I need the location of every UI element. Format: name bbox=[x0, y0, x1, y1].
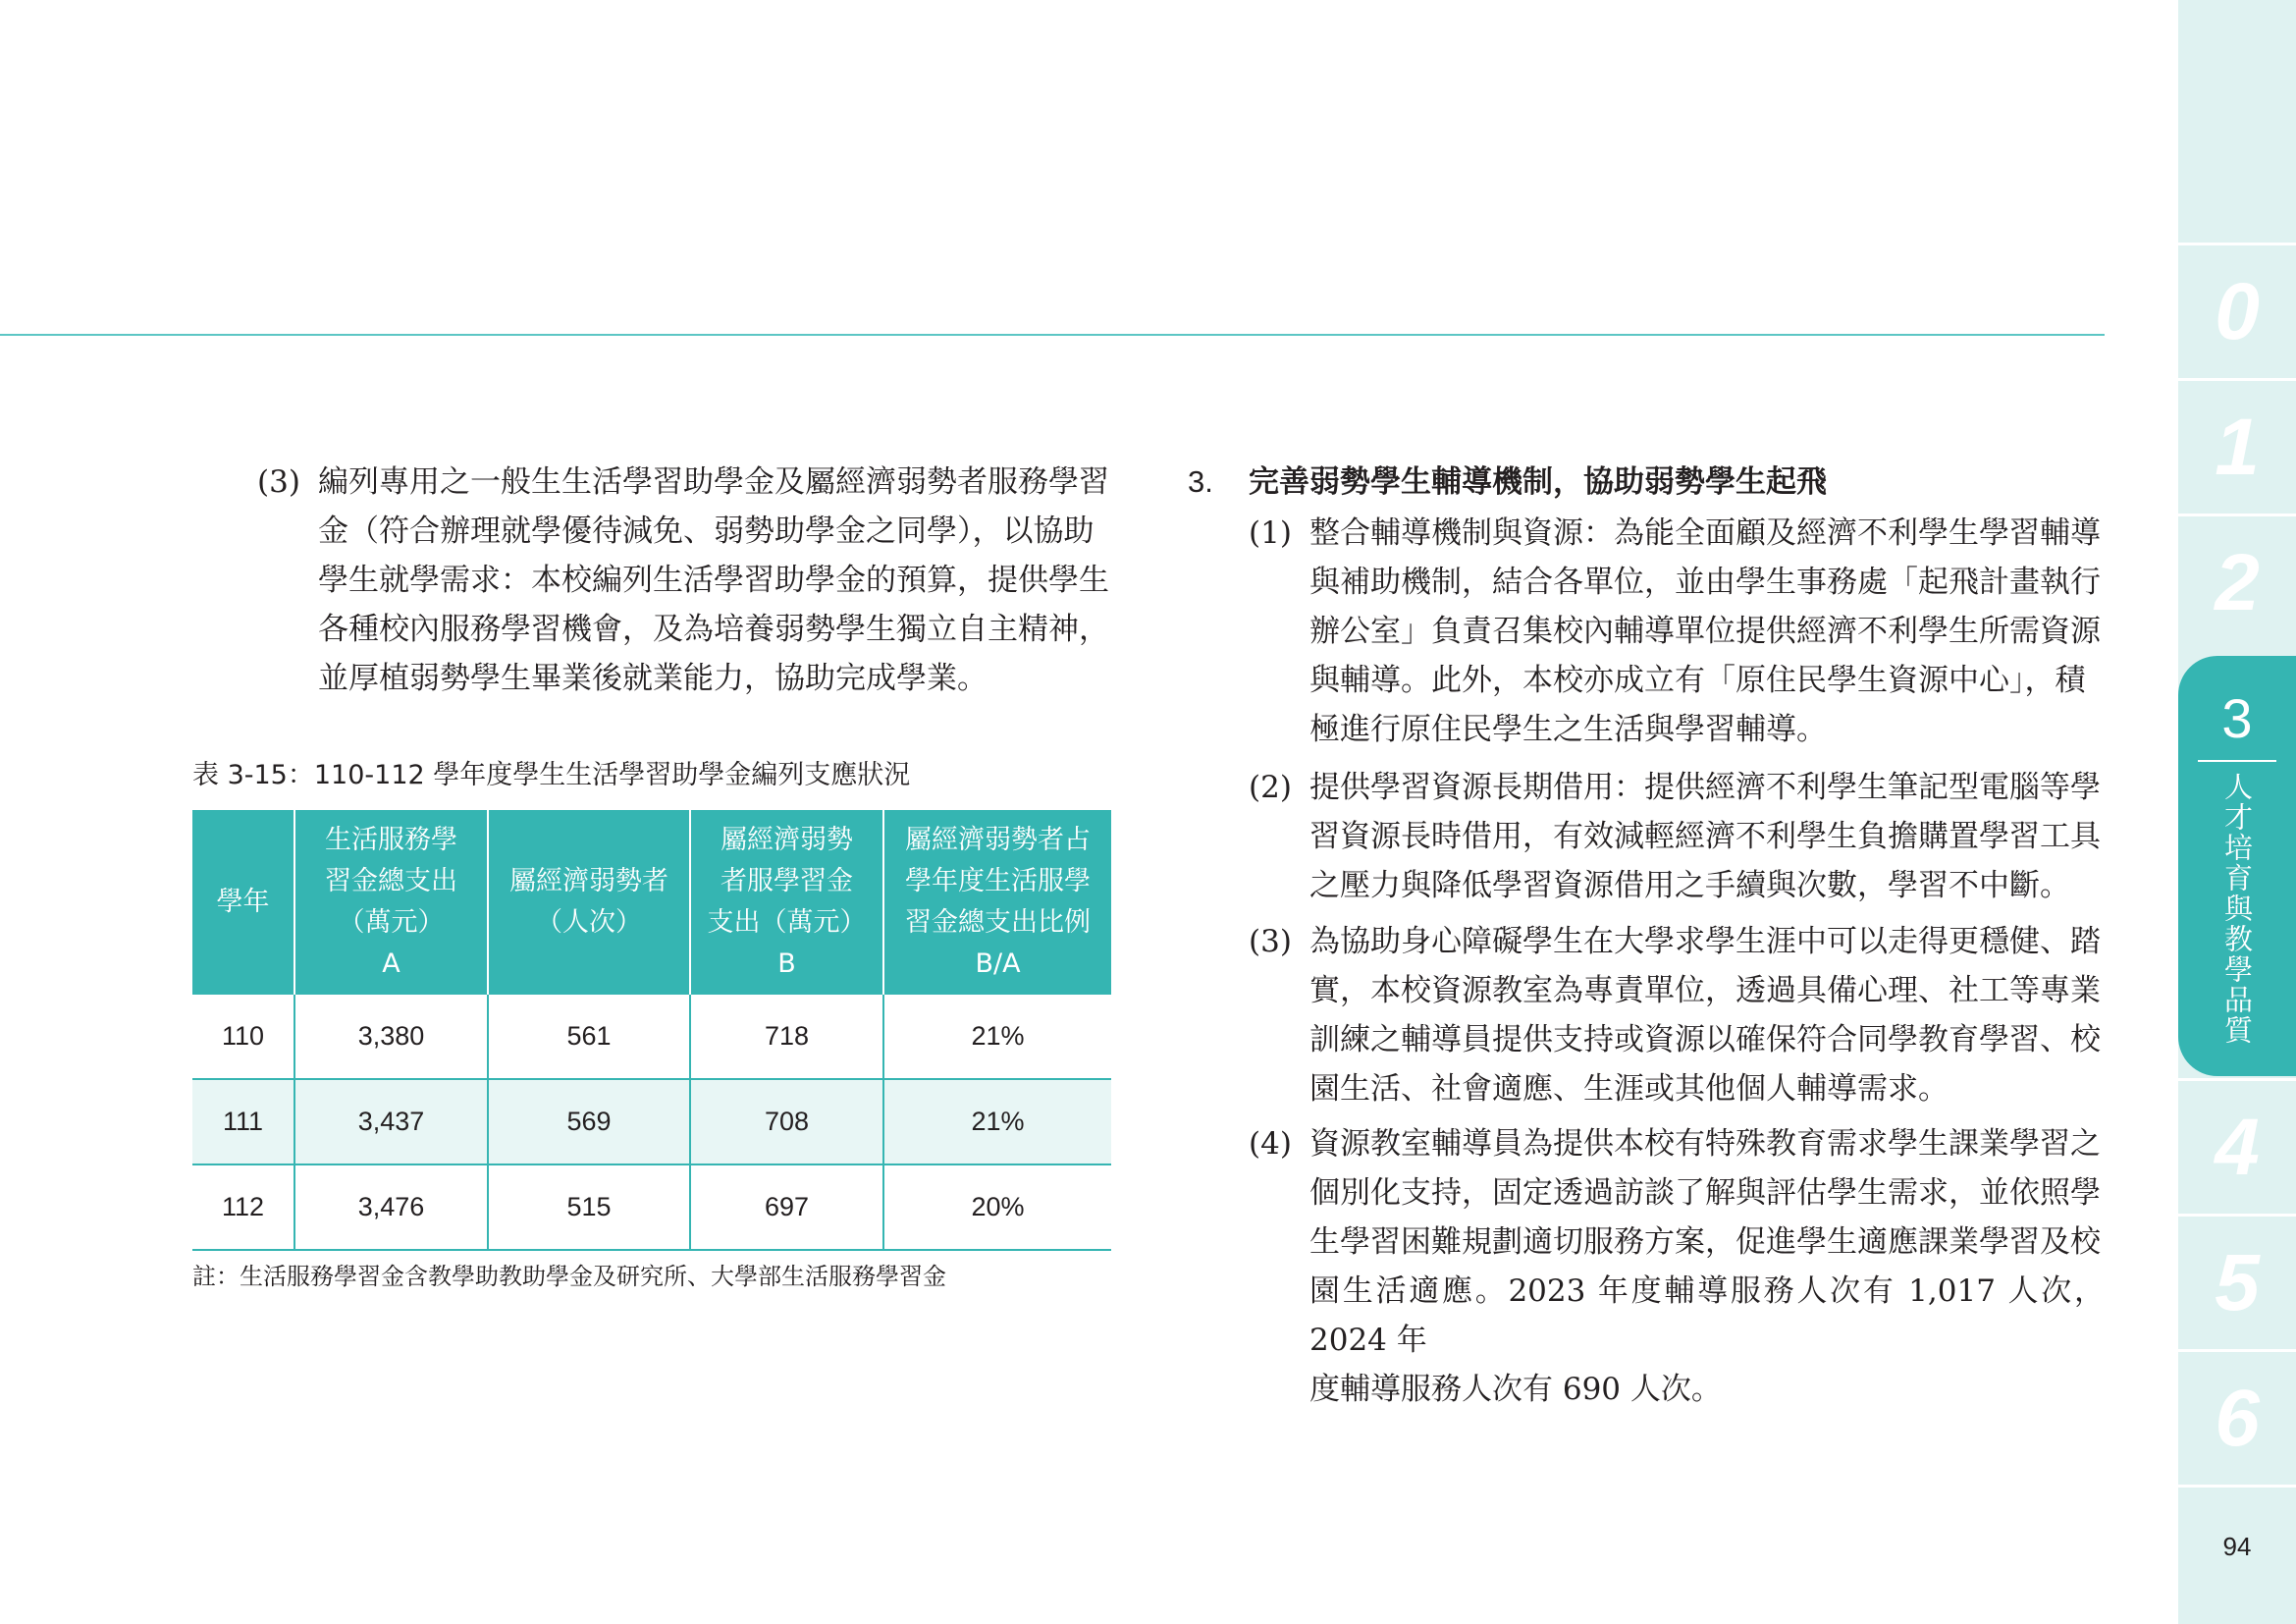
text-line: 資源教室輔導員為提供本校有特殊教育需求學生課業學習之 bbox=[1309, 1126, 2101, 1162]
tab-divider bbox=[2178, 1485, 2296, 1488]
text-line: 編列專用之一般生生活學習助學金及屬經濟弱勢者服務學習 bbox=[318, 464, 1109, 500]
text-line: 園生活適應。2023 年度輔導服務人次有 1,017 人次，2024 年 bbox=[1309, 1273, 2105, 1358]
cell-expense: 708 bbox=[690, 1079, 883, 1164]
header-ratio: 屬經濟弱勢者占 學年度生活服學 習金總支出比例 B/A bbox=[883, 810, 1111, 995]
cell-ratio: 21% bbox=[883, 1079, 1111, 1164]
text-line: 園生活、社會適應、生涯或其他個人輔導需求。 bbox=[1309, 1071, 1949, 1107]
tab-divider bbox=[2178, 1078, 2296, 1081]
tab-divider bbox=[2178, 514, 2296, 516]
active-chapter-number: 3 bbox=[2221, 687, 2253, 749]
chapter-tab-3-active[interactable] bbox=[2178, 656, 2296, 1076]
cell-year: 110 bbox=[192, 995, 294, 1079]
text-line: 極進行原住民學生之生活與學習輔導。 bbox=[1309, 712, 1827, 747]
chapter-tab-6[interactable]: 6 bbox=[2215, 1374, 2260, 1463]
item-text bbox=[1309, 763, 2105, 910]
text-line: 訓練之輔導員提供支持或資源以確保符合同學教育學習、校 bbox=[1309, 1022, 2101, 1057]
item-text bbox=[1309, 1119, 2105, 1414]
table-row bbox=[192, 995, 1111, 1079]
table-header-row bbox=[192, 810, 1111, 995]
text-line: 為協助身心障礙學生在大學求學生涯中可以走得更穩健、踏 bbox=[1309, 924, 2101, 959]
active-tab-rule bbox=[2198, 760, 2276, 762]
tab-divider bbox=[2178, 1214, 2296, 1217]
table-row bbox=[192, 1079, 1111, 1164]
text-line: 並厚植弱勢學生畢業後就業能力，協助完成學業。 bbox=[318, 661, 988, 696]
table-note: 註：生活服務學習金含教學助教助學金及研究所、大學部生活服務學習金 bbox=[192, 1263, 946, 1290]
cell-ratio: 20% bbox=[883, 1164, 1111, 1250]
chapter-tab-1[interactable]: 1 bbox=[2215, 403, 2260, 492]
cell-year: 111 bbox=[192, 1079, 294, 1164]
cell-ratio: 21% bbox=[883, 995, 1111, 1079]
page-number: 94 bbox=[2222, 1532, 2252, 1561]
header-year: 學年 bbox=[192, 810, 294, 995]
tab-divider bbox=[2178, 1349, 2296, 1352]
text-line: 習資源長時借用，有效減輕經濟不利學生負擔購置學習工具 bbox=[1309, 819, 2101, 854]
cell-count: 569 bbox=[488, 1079, 690, 1164]
text-line: 金（符合辦理就學優待減免、弱勢助學金之同學），以協助 bbox=[318, 514, 1095, 549]
item-text bbox=[318, 458, 1111, 703]
header-total-expense: 生活服務學 習金總支出 （萬元） A bbox=[294, 810, 488, 995]
cell-year: 112 bbox=[192, 1164, 294, 1250]
chapter-tab-0[interactable]: 0 bbox=[2215, 267, 2260, 356]
text-line: 提供學習資源長期借用：提供經濟不利學生筆記型電腦等學 bbox=[1309, 770, 2101, 805]
section-heading bbox=[1188, 458, 1827, 507]
tab-divider bbox=[2178, 243, 2296, 245]
header-rule bbox=[0, 334, 2105, 336]
chapter-tab-5[interactable]: 5 bbox=[2215, 1238, 2260, 1327]
tab-divider bbox=[2178, 378, 2296, 381]
item-label: (1) bbox=[1249, 515, 1292, 551]
text-line: 整合輔導機制與資源：為能全面顧及經濟不利學生學習輔導 bbox=[1309, 515, 2101, 551]
item-label: (3) bbox=[1249, 924, 1292, 959]
active-chapter-title: 人才培育與教學品質 bbox=[2220, 772, 2254, 1046]
text-line: 學生就學需求：本校編列生活學習助學金的預算，提供學生 bbox=[318, 563, 1109, 598]
text-line: 生學習困難規劃適切服務方案，促進學生適應課業學習及校 bbox=[1309, 1224, 2101, 1260]
chapter-tab-2[interactable]: 2 bbox=[2215, 538, 2260, 627]
chapter-tab-4[interactable]: 4 bbox=[2215, 1103, 2260, 1192]
text-line: 之壓力與降低學習資源借用之手續與次數，學習不中斷。 bbox=[1309, 868, 2070, 903]
text-line: 各種校內服務學習機會，及為培養弱勢學生獨立自主精神， bbox=[318, 612, 1109, 647]
item-text bbox=[1309, 509, 2105, 754]
item-label: (4) bbox=[1249, 1126, 1292, 1162]
table-caption: 表 3-15：110-112 學年度學生生活學習助學金編列支應狀況 bbox=[192, 760, 911, 790]
cell-count: 515 bbox=[488, 1164, 690, 1250]
text-line: 與輔導。此外，本校亦成立有「原住民學生資源中心」，積 bbox=[1309, 663, 2086, 698]
cell-total: 3,476 bbox=[294, 1164, 488, 1250]
heading-number: 3. bbox=[1188, 464, 1213, 499]
cell-expense: 718 bbox=[690, 995, 883, 1079]
text-line: 辦公室」負責召集校內輔導單位提供經濟不利學生所需資源 bbox=[1309, 614, 2101, 649]
text-line: 與補助機制，結合各單位，並由學生事務處「起飛計畫執行 bbox=[1309, 565, 2101, 600]
text-line: 實，本校資源教室為專責單位，透過具備心理、社工等專業 bbox=[1309, 973, 2101, 1008]
text-line: 個別化支持，固定透過訪談了解與評估學生需求，並依照學 bbox=[1309, 1175, 2101, 1211]
heading-text: 完善弱勢學生輔導機制，協助弱勢學生起飛 bbox=[1249, 464, 1827, 500]
text-line: 度輔導服務人次有 690 人次。 bbox=[1309, 1372, 1722, 1407]
header-disadvantaged-count: 屬經濟弱勢者 （人次） bbox=[488, 810, 690, 995]
header-disadvantaged-expense: 屬經濟弱勢 者服學習金 支出（萬元） B bbox=[690, 810, 883, 995]
cell-total: 3,437 bbox=[294, 1079, 488, 1164]
item-label: (2) bbox=[1249, 770, 1292, 805]
cell-total: 3,380 bbox=[294, 995, 488, 1079]
table-row bbox=[192, 1164, 1111, 1250]
item-text bbox=[1309, 917, 2105, 1113]
cell-count: 561 bbox=[488, 995, 690, 1079]
item-label: (3) bbox=[257, 464, 300, 500]
cell-expense: 697 bbox=[690, 1164, 883, 1250]
aid-table bbox=[192, 810, 1111, 1251]
